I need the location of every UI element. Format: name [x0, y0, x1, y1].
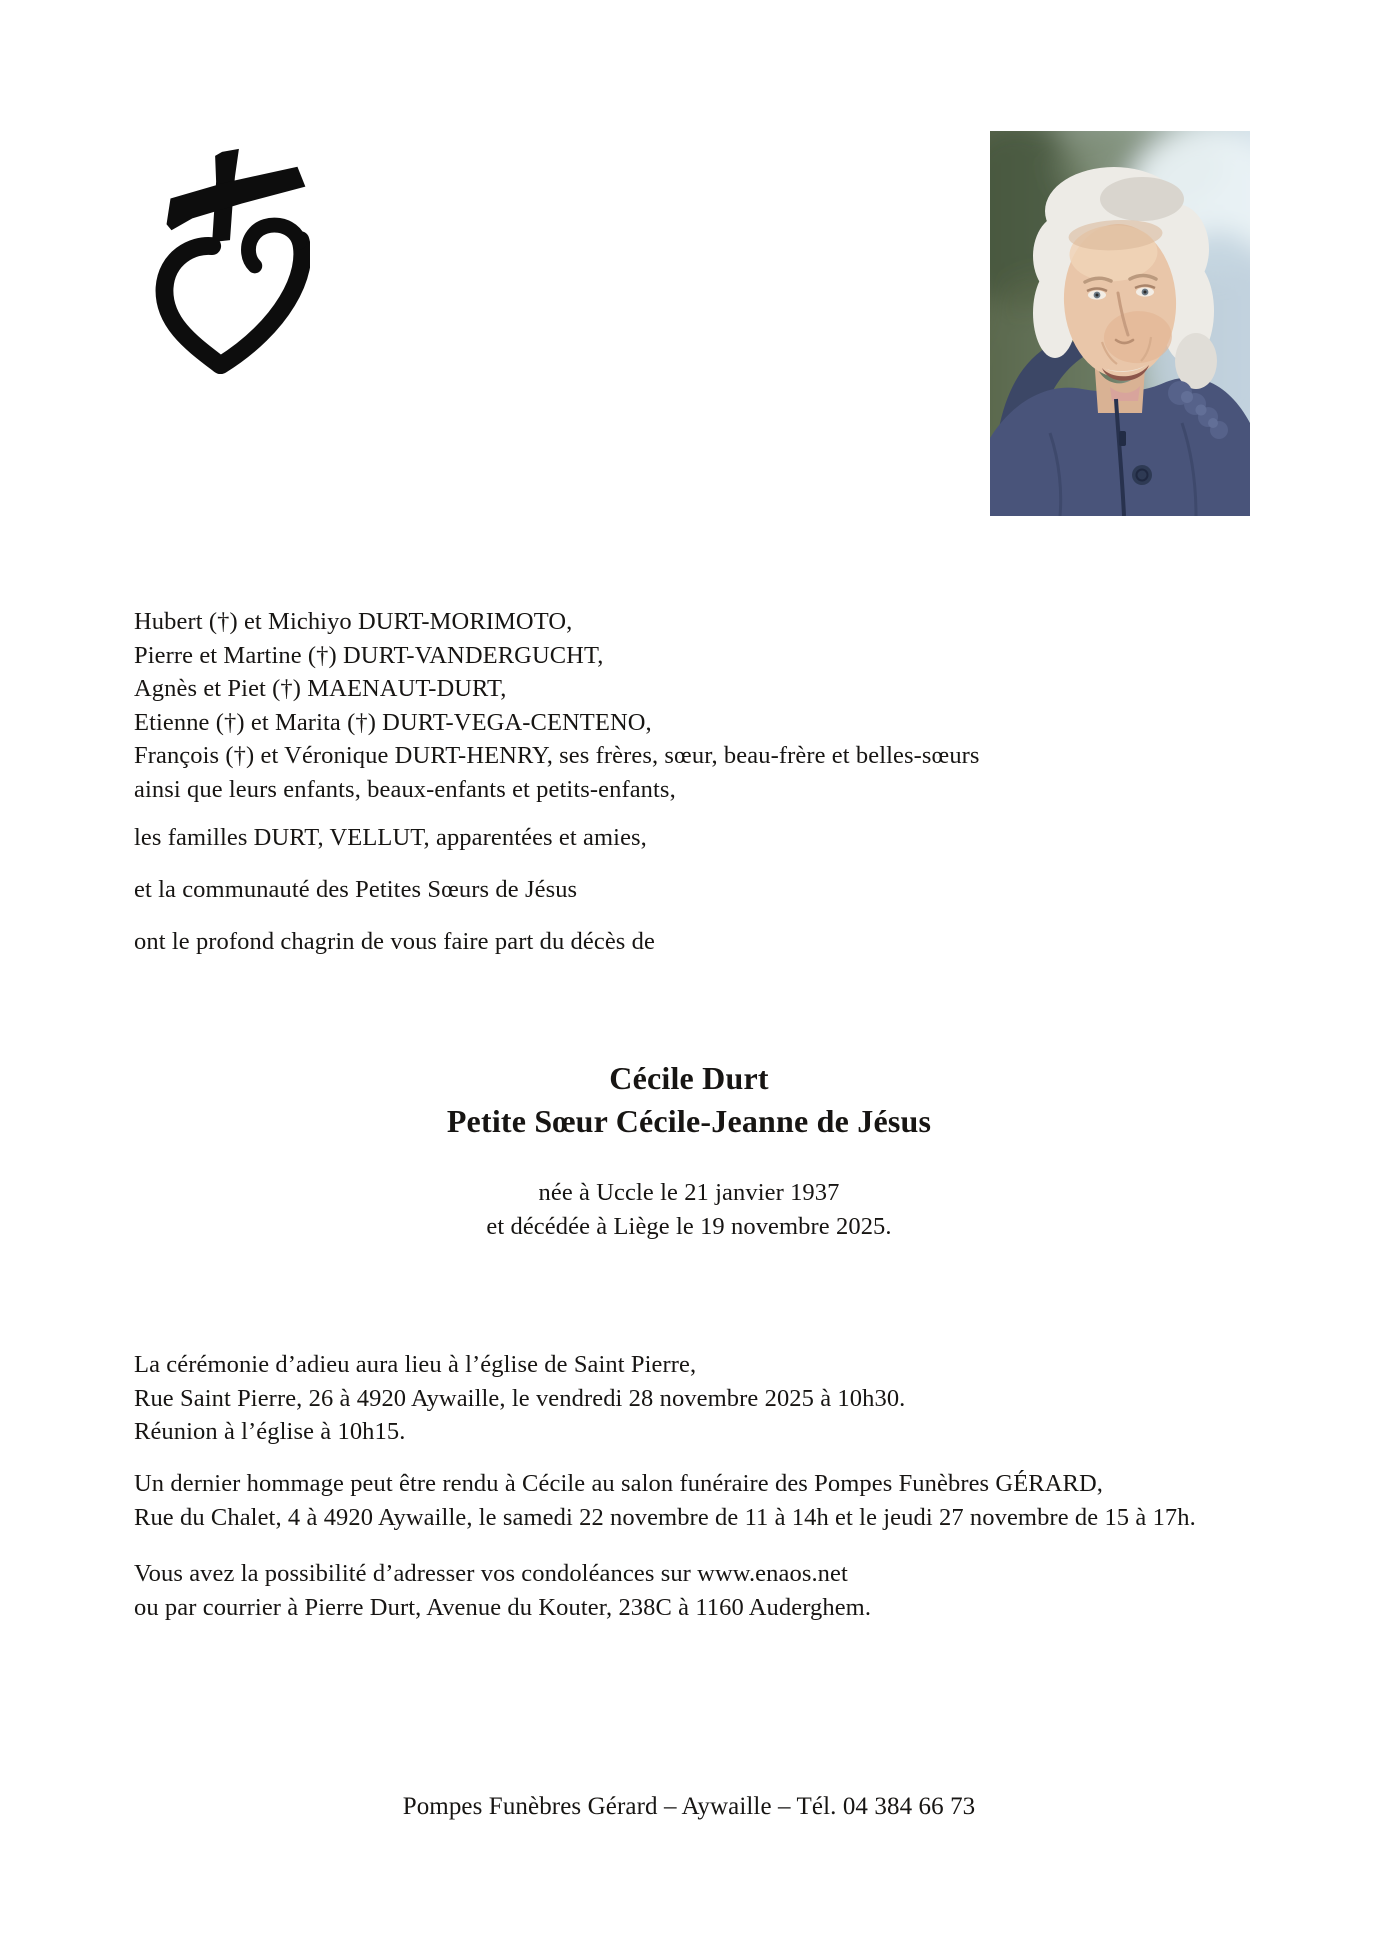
- cross-heart-icon: [150, 137, 310, 375]
- birth-line: née à Uccle le 21 janvier 1937: [538, 1179, 840, 1206]
- community-paragraph: [134, 873, 577, 907]
- footer-line: Pompes Funèbres Gérard – Aywaille – Tél. 04 384 66 73: [402, 1793, 976, 1820]
- family-line-5: François (†) et Véronique DURT-HENRY, ses frères, sœur, beau-frère et belles-sœurs: [134, 742, 980, 770]
- death-line: et décédée à Liège le 19 novembre 2025.: [486, 1212, 892, 1240]
- family-line-2: Pierre et Martine (†) DURT-VANDERGUCHT,: [134, 641, 604, 669]
- family-line-1: Hubert (†) et Michiyo DURT-MORIMOTO,: [134, 608, 573, 635]
- family-line-3: Agnès et Piet (†) MAENAUT-DURT,: [134, 675, 507, 703]
- announcement-line: ont le profond chagrin de vous faire part du décès de: [134, 928, 655, 955]
- deceased-religious-name: Petite Sœur Cécile-Jeanne de Jésus: [446, 1103, 932, 1139]
- community-line: et la communauté des Petites Sœurs de Jésus: [134, 876, 578, 903]
- announcement-paragraph: [134, 925, 655, 959]
- family-block: [134, 605, 980, 807]
- deceased-name-block: [0, 1057, 1378, 1143]
- ceremony-line-2: Rue Saint Pierre, 26 à 4920 Aywaille, le vendredi 28 novembre 2025 à 10h30.: [134, 1384, 906, 1412]
- ceremony-block: [134, 1348, 905, 1449]
- condolences-block: [134, 1557, 871, 1624]
- ceremony-line-3: Réunion à l’église à 10h15.: [134, 1418, 406, 1446]
- condolences-line-2: ou par courrier à Pierre Durt, Avenue du Kouter, 238C à 1160 Auderghem.: [134, 1593, 872, 1621]
- family-line-4: Etienne (†) et Marita (†) DURT-VEGA-CENTENO,: [134, 708, 652, 736]
- ceremony-line-1: La cérémonie d’adieu aura lieu à l’église de Saint Pierre,: [134, 1351, 697, 1378]
- funeral-home-footer: [0, 1790, 1378, 1823]
- deceased-name: Cécile Durt: [609, 1060, 769, 1096]
- condolences-line-1: Vous avez la possibilité d’adresser vos condoléances sur www.enaos.net: [134, 1560, 848, 1587]
- family-line-6: ainsi que leurs enfants, beaux-enfants et petits-enfants,: [134, 775, 676, 803]
- dates-block: [0, 1176, 1378, 1243]
- tribute-block: [134, 1467, 1196, 1534]
- families-paragraph: [134, 821, 647, 855]
- tribute-line-2: Rue du Chalet, 4 à 4920 Aywaille, le samedi 22 novembre de 11 à 14h et le jeudi 27 novembre de 15 à 17h.: [134, 1503, 1196, 1531]
- families-line: les familles DURT, VELLUT, apparentées et amies,: [134, 824, 647, 851]
- tribute-line-1: Un dernier hommage peut être rendu à Cécile au salon funéraire des Pompes Funèbres GÉRARD,: [134, 1470, 1103, 1497]
- portrait-photo: [990, 131, 1250, 516]
